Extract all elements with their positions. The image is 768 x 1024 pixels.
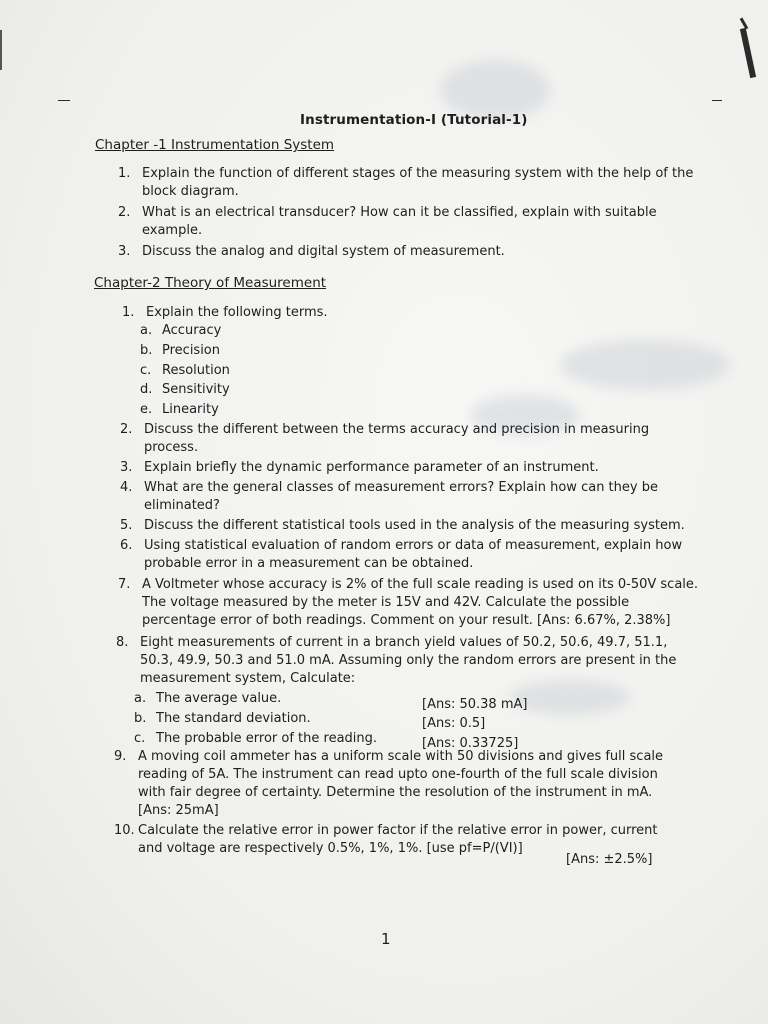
page-title: Instrumentation-I (Tutorial-1) <box>300 112 528 128</box>
question-text: Eight measurements of current in a branch yield values of 50.2, 50.6, 49.7, 51.1, <box>140 635 668 650</box>
item-letter: b. <box>140 343 153 358</box>
question-text: 50.3, 49.9, 50.3 and 51.0 mA. Assuming only the random errors are present in the <box>140 653 677 668</box>
item-letter: b. <box>134 711 147 726</box>
term-item <box>140 322 340 340</box>
question-text: Discuss the different statistical tools used in the analysis of the measuring system. <box>144 518 685 533</box>
question-text: Calculate the relative error in power factor if the relative error in power, current <box>138 823 658 838</box>
term-item <box>140 381 340 399</box>
item-text: Linearity <box>162 402 219 417</box>
ch2-question-3 <box>120 459 720 477</box>
scan-mark <box>58 100 70 101</box>
term-item <box>140 401 340 419</box>
item-text: The average value. <box>156 691 282 706</box>
answer-label: [Ans: 0.5] <box>422 716 486 731</box>
item-text: Accuracy <box>162 323 222 338</box>
question-text: process. <box>144 440 199 455</box>
question-text: reading of 5A. The instrument can read upto one-fourth of the full scale division <box>138 767 658 782</box>
ch2-question-2 <box>120 421 720 457</box>
item-letter: d. <box>140 382 153 397</box>
question-number: 4. <box>120 480 133 495</box>
ch2-question-9 <box>114 748 754 820</box>
item-text: The standard deviation. <box>156 711 311 726</box>
item-letter: c. <box>140 363 152 378</box>
question-number: 9. <box>114 749 127 764</box>
question-text: Discuss the analog and digital system of measurement. <box>142 244 505 259</box>
question-text: with fair degree of certainty. Determine the resolution of the instrument in mA. <box>138 785 653 800</box>
calc-item <box>134 690 404 708</box>
item-letter: a. <box>140 323 153 338</box>
question-text: Using statistical evaluation of random errors or data of measurement, explain how <box>144 538 683 553</box>
calc-item <box>134 710 404 728</box>
question-text: measurement system, Calculate: <box>140 671 356 686</box>
ch1-question-2 <box>118 204 718 240</box>
ch2-question-5 <box>120 517 740 535</box>
calc-item <box>134 730 404 748</box>
question-text: eliminated? <box>144 498 220 513</box>
question-number: 1. <box>118 166 131 181</box>
question-number: 6. <box>120 538 133 553</box>
question-text: What is an electrical transducer? How can it be classified, explain with suitable <box>142 205 657 220</box>
ch2-question-1 <box>122 304 622 322</box>
ch2-question-4 <box>120 479 720 515</box>
question-number: 3. <box>120 460 133 475</box>
question-text: probable error in a measurement can be obtained. <box>144 556 474 571</box>
scan-mark <box>740 28 756 78</box>
item-letter: c. <box>134 731 146 746</box>
term-item <box>140 362 340 380</box>
scan-smudge <box>560 340 730 390</box>
scan-smudge <box>440 60 550 120</box>
item-letter: a. <box>134 691 147 706</box>
question-number: 8. <box>116 635 129 650</box>
question-text: [Ans: 25mA] <box>138 803 219 818</box>
ch2-question-7 <box>118 576 758 630</box>
scan-mark <box>0 30 2 70</box>
question-number: 7. <box>118 577 131 592</box>
question-text: The voltage measured by the meter is 15V and 42V. Calculate the possible <box>142 595 630 610</box>
question-text: A Voltmeter whose accuracy is 2% of the full scale reading is used on its 0-50V scale. <box>142 577 699 592</box>
question-number: 2. <box>120 422 133 437</box>
question-text: percentage error of both readings. Comment on your result. [Ans: 6.67%, 2.38%] <box>142 613 671 628</box>
question-text: What are the general classes of measurement errors? Explain how can they be <box>144 480 658 495</box>
item-letter: e. <box>140 402 153 417</box>
ch2-question-8 <box>116 634 756 688</box>
scan-mark <box>712 100 722 101</box>
question-text: and voltage are respectively 0.5%, 1%, 1%. [use pf=P/(VI)] <box>138 841 523 856</box>
question-number: 1. <box>122 305 135 320</box>
question-text: Explain the following terms. <box>146 305 328 320</box>
question-text: example. <box>142 223 203 238</box>
page-number: 1 <box>381 930 391 948</box>
answer-label: [Ans: 0.33725] <box>422 736 519 751</box>
question-number: 3. <box>118 244 131 259</box>
item-text: Precision <box>162 343 221 358</box>
question-text: Explain the function of different stages of the measuring system with the help of the <box>142 166 694 181</box>
question-text: block diagram. <box>142 184 239 199</box>
item-text: Sensitivity <box>162 382 230 397</box>
ch2-question-10 <box>114 822 754 858</box>
chapter2-heading: Chapter-2 Theory of Measurement <box>94 275 327 291</box>
item-text: The probable error of the reading. <box>156 731 378 746</box>
answer-label: [Ans: 50.38 mA] <box>422 697 528 712</box>
question-text: Discuss the different between the terms accuracy and precision in measuring <box>144 422 650 437</box>
ch1-question-3 <box>118 243 718 261</box>
item-text: Resolution <box>162 363 230 378</box>
ch1-question-1 <box>118 165 718 201</box>
question-number: 10. <box>114 823 135 838</box>
question-text: Explain briefly the dynamic performance parameter of an instrument. <box>144 460 599 475</box>
term-item <box>140 342 340 360</box>
answer-label: [Ans: ±2.5%] <box>566 852 653 867</box>
question-text: A moving coil ammeter has a uniform scale with 50 divisions and gives full scale <box>138 749 664 764</box>
question-number: 2. <box>118 205 131 220</box>
chapter1-heading: Chapter -1 Instrumentation System <box>95 137 335 153</box>
ch2-question-6 <box>120 537 720 573</box>
question-number: 5. <box>120 518 133 533</box>
